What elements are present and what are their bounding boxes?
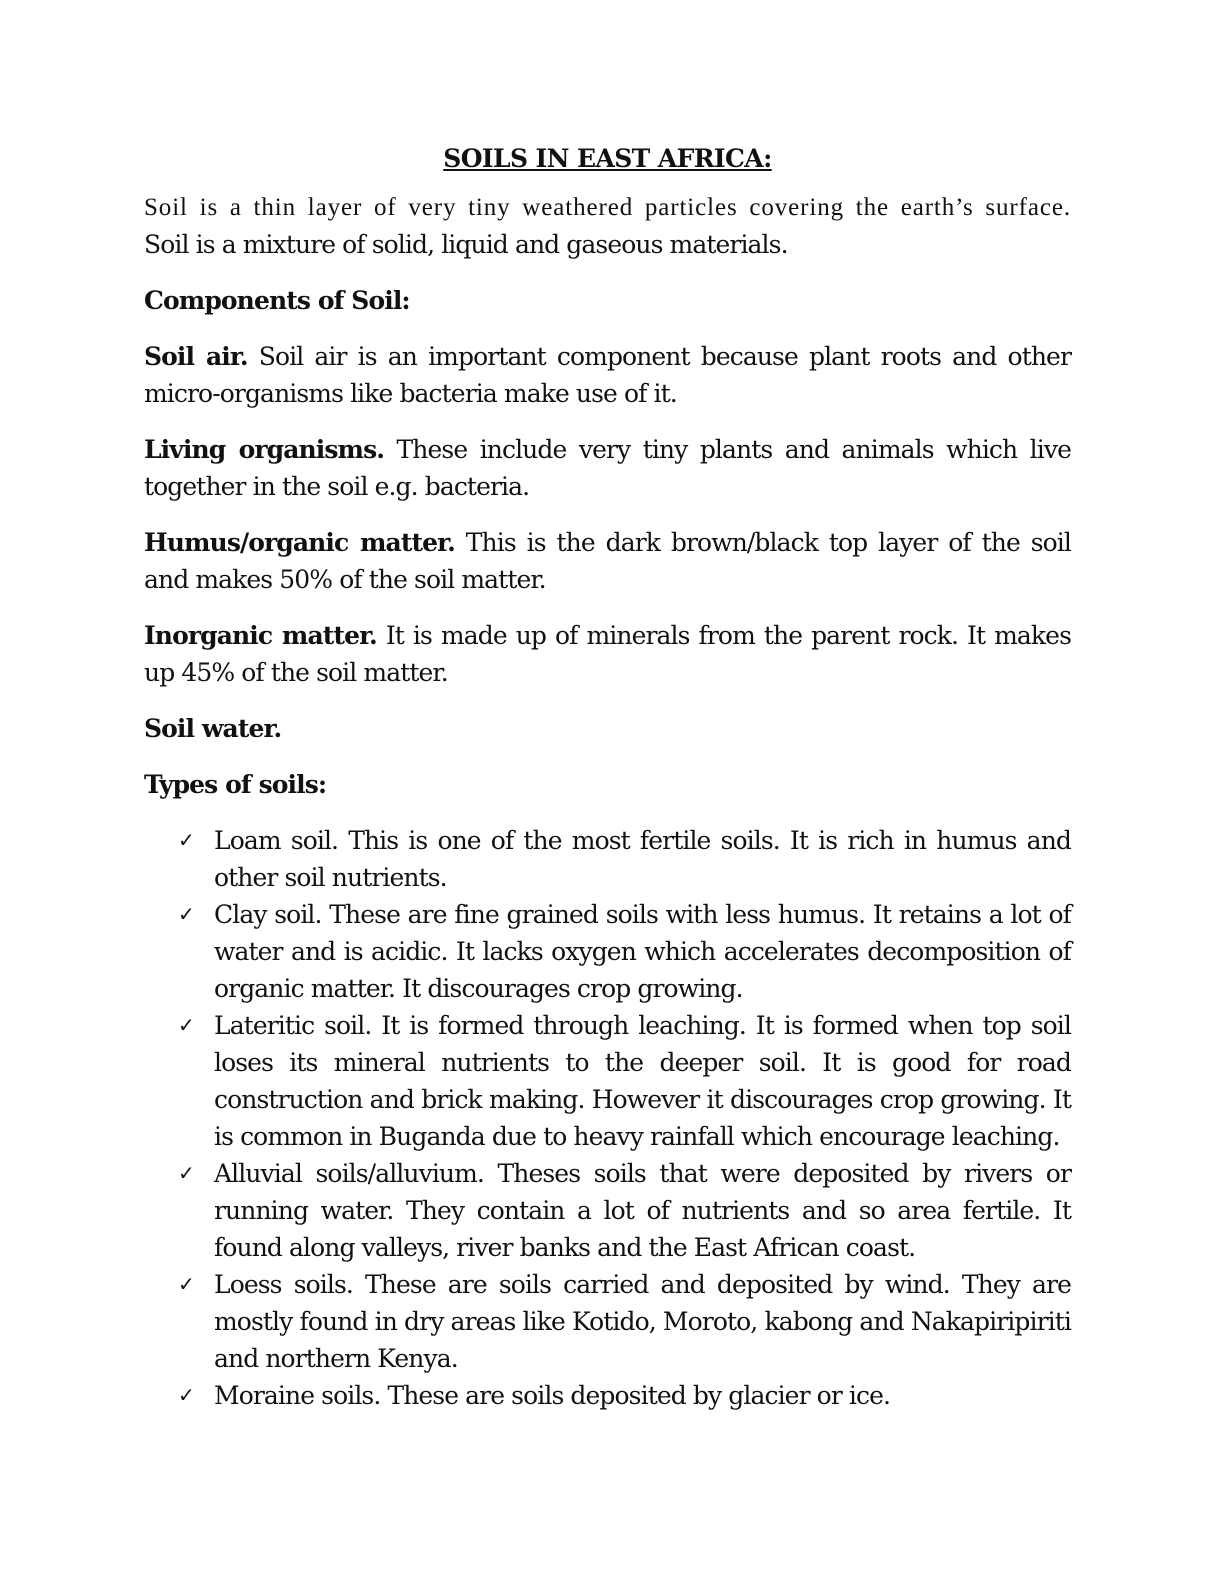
soil-types-list [144, 822, 1071, 1414]
list-item [178, 1007, 1071, 1155]
component-paragraph [144, 431, 1071, 505]
check-icon: ✓ [178, 1383, 195, 1407]
check-icon: ✓ [178, 1272, 195, 1296]
check-icon: ✓ [178, 1161, 195, 1185]
list-item-text: Loam soil. This is one of the most fertile soils. It is rich in humus and other soil nutrients. [214, 826, 1071, 892]
list-item [178, 1155, 1071, 1266]
list-item [178, 822, 1071, 896]
component-lead: Soil air. [144, 342, 248, 371]
list-item-text: Loess soils. These are soils carried and deposited by wind. They are mostly found in dry areas like Kotido, Moroto, kabong and Nakapiripiriti and northern Kenya. [214, 1270, 1071, 1373]
component-lead: Inorganic matter. [144, 621, 377, 650]
component-paragraph [144, 524, 1071, 598]
check-icon: ✓ [178, 1013, 195, 1037]
component-text: Soil air is an important component because plant roots and other micro-organisms like bacteria make use of it. [144, 342, 1071, 408]
list-item [178, 896, 1071, 1007]
component-lead: Soil water. [144, 714, 282, 743]
list-item-text: Lateritic soil. It is formed through leaching. It is formed when top soil loses its mineral nutrients to the deeper soil. It is good for road construction and brick making. However it discourages crop growing. It is common in Buganda due to heavy rainfall which encourage leaching. [214, 1011, 1071, 1151]
intro-line-2: Soil is a mixture of solid, liquid and gaseous materials. [144, 230, 788, 259]
list-item-text: Clay soil. These are fine grained soils with less humus. It retains a lot of water and is acidic. It lacks oxygen which accelerates decomposition of organic matter. It discourages crop growing. [214, 900, 1071, 1003]
check-icon: ✓ [178, 828, 195, 852]
intro-paragraph [144, 189, 1071, 263]
components-heading: Components of Soil: [144, 286, 410, 315]
types-heading: Types of soils: [144, 770, 327, 799]
list-item-text: Alluvial soils/alluvium. Theses soils that were deposited by rivers or running water. They contain a lot of nutrients and so area fertile. It found along valleys, river banks and the East African coast. [214, 1159, 1071, 1262]
check-icon: ✓ [178, 902, 195, 926]
component-paragraph [144, 617, 1071, 691]
list-item [178, 1266, 1071, 1377]
component-text: These include very tiny plants and animals which live together in the soil e.g. bacteria. [144, 435, 1071, 501]
component-text: It is made up of minerals from the parent rock. It makes up 45% of the soil matter. [144, 621, 1071, 687]
list-item-text: Moraine soils. These are soils deposited by glacier or ice. [214, 1381, 891, 1410]
page-title: SOILS IN EAST AFRICA: [443, 144, 772, 173]
list-item [178, 1377, 1071, 1414]
intro-line-1: Soil is a thin layer of very tiny weathered particles covering the earth’s surface. [144, 194, 1071, 221]
component-lead: Living organisms. [144, 435, 385, 464]
component-paragraph [144, 710, 1071, 747]
document-page [144, 140, 1071, 1414]
component-paragraph [144, 338, 1071, 412]
component-lead: Humus/organic matter. [144, 528, 455, 557]
component-text: This is the dark brown/black top layer of the soil and makes 50% of the soil matter. [144, 528, 1071, 594]
